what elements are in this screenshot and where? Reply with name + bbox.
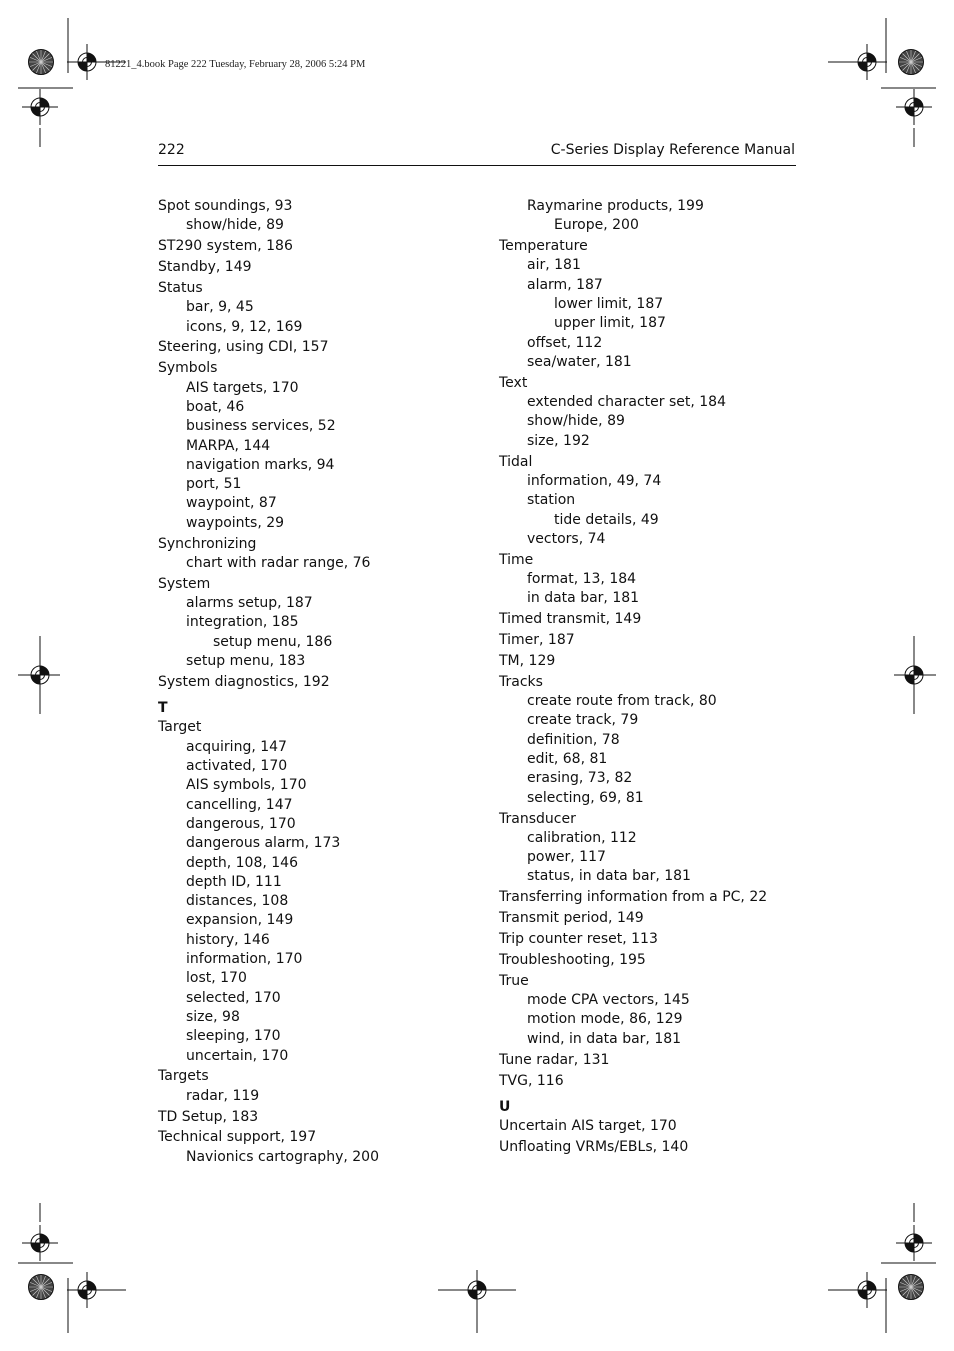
index-subentry: status, in data bar, 181	[527, 868, 691, 885]
index-subentry: sleeping, 170	[186, 1028, 281, 1045]
index-subentry: offset, 112	[527, 334, 603, 351]
page-number: 222	[158, 142, 185, 158]
index-entry: Tidal	[499, 453, 533, 470]
index-subentry: edit, 68, 81	[527, 751, 608, 768]
index-entry: Transmit period, 149	[499, 910, 644, 927]
index-subentry: integration, 185	[186, 614, 299, 631]
index-subentry: air, 181	[527, 257, 581, 274]
index-entry: Troubleshooting, 195	[499, 952, 646, 968]
index-entry: Text	[499, 374, 528, 391]
index-subentry: lower limit, 187	[554, 296, 664, 313]
index-entry: Transducer	[499, 810, 576, 827]
index-entry: Transferring information from a PC, 22	[499, 889, 768, 906]
index-subentry: chart with radar range, 76	[186, 554, 371, 571]
index-subentry: in data bar, 181	[527, 590, 640, 607]
index-entry: Timed transmit, 149	[499, 611, 642, 628]
print-slug: 81221_4.book Page 222 Tuesday, February 28, 2006 5:24 PM	[105, 59, 366, 70]
index-entry: Unfloating VRMs/EBLs, 140	[499, 1139, 689, 1156]
index-entry: Synchronizing	[158, 535, 257, 552]
index-subentry: power, 117	[527, 849, 606, 866]
index-subentry: create track, 79	[527, 712, 639, 729]
index-subentry: information, 49, 74	[527, 472, 662, 489]
index-entry: TM, 129	[499, 652, 556, 669]
index-column-left	[158, 197, 488, 1167]
index-entry: Uncertain AIS target, 170	[499, 1118, 677, 1135]
index-subentry: create route from track, 80	[527, 693, 717, 710]
index-subentry: upper limit, 187	[554, 315, 666, 332]
index-subentry: Raymarine products, 199	[527, 198, 704, 214]
index-section-letter: T	[158, 700, 168, 717]
index-subentry: format, 13, 184	[527, 571, 637, 588]
index-subentry: setup menu, 186	[213, 633, 333, 650]
index-subentry: size, 98	[186, 1008, 240, 1025]
index-subentry: calibration, 112	[527, 829, 637, 846]
index-subentry: extended character set, 184	[527, 394, 726, 411]
index-entry: Targets	[158, 1068, 209, 1085]
index-entry: Technical support, 197	[158, 1129, 317, 1146]
index-subentry: boat, 46	[186, 398, 245, 415]
index-subentry: AIS targets, 170	[186, 379, 299, 396]
index-subentry: wind, in data bar, 181	[527, 1030, 682, 1047]
index-subentry: cancelling, 147	[186, 796, 293, 813]
index-subentry: port, 51	[186, 476, 242, 493]
index-subentry: expansion, 149	[186, 912, 294, 929]
index-subentry: activated, 170	[186, 758, 288, 775]
index-entry: TVG, 116	[499, 1072, 564, 1089]
index-subentry: show/hide, 89	[186, 217, 284, 234]
index-subentry: MARPA, 144	[186, 437, 271, 454]
index-subentry: dangerous alarm, 173	[186, 835, 341, 852]
index-subentry: AIS symbols, 170	[186, 777, 307, 794]
index-subentry: motion mode, 86, 129	[527, 1011, 683, 1028]
index-subentry: tide details, 49	[554, 511, 659, 528]
index-subentry: icons, 9, 12, 169	[186, 318, 303, 335]
index-subentry: Europe, 200	[554, 217, 639, 234]
index-subentry: alarms setup, 187	[186, 595, 313, 612]
index-entry: Tune radar, 131	[499, 1051, 610, 1068]
index-subentry: waypoints, 29	[186, 514, 285, 531]
index-subentry: radar, 119	[186, 1087, 260, 1104]
index-entry: True	[499, 972, 529, 989]
index-subentry: sea/water, 181	[527, 353, 632, 370]
index-subentry: information, 170	[186, 951, 303, 968]
index-subentry: depth ID, 111	[186, 873, 282, 890]
index-subentry: business services, 52	[186, 418, 336, 435]
header-rule	[158, 165, 796, 166]
index-subentry: lost, 170	[186, 970, 247, 987]
index-entry: ST290 system, 186	[158, 238, 293, 255]
index-subentry: size, 192	[527, 432, 590, 449]
index-subentry: mode CPA vectors, 145	[527, 992, 690, 1009]
index-column-right	[499, 197, 829, 1157]
index-subentry: erasing, 73, 82	[527, 770, 633, 787]
index-entry: Temperature	[499, 238, 588, 255]
index-subentry: distances, 108	[186, 893, 289, 910]
index-entry: Timer, 187	[499, 632, 575, 649]
index-entry: Status	[158, 279, 203, 296]
index-entry: Standby, 149	[158, 259, 252, 276]
index-subentry: navigation marks, 94	[186, 456, 335, 473]
index-entry: TD Setup, 183	[158, 1108, 259, 1125]
index-subentry: Navionics cartography, 200	[186, 1148, 379, 1165]
index-entry: System	[158, 575, 211, 592]
running-header-title: C-Series Display Reference Manual	[550, 142, 795, 158]
index-subentry: history, 146	[186, 931, 270, 948]
index-subentry: station	[527, 492, 576, 509]
index-subentry: setup menu, 183	[186, 652, 306, 669]
index-subentry: selecting, 69, 81	[527, 789, 644, 806]
index-subentry: definition, 78	[527, 731, 620, 748]
index-subentry: selected, 170	[186, 989, 281, 1006]
index-subentry: show/hide, 89	[527, 413, 625, 430]
index-subentry: alarm, 187	[527, 276, 603, 293]
index-section-letter: U	[499, 1098, 511, 1115]
index-subentry: bar, 9, 45	[186, 299, 254, 316]
index-entry: Steering, using CDI, 157	[158, 339, 329, 356]
index-entry: Spot soundings, 93	[158, 198, 293, 214]
index-subentry: vectors, 74	[527, 530, 606, 547]
index-entry: Target	[158, 719, 202, 736]
index-entry: Symbols	[158, 360, 218, 377]
index-entry: Trip counter reset, 113	[499, 931, 658, 948]
index-entry: System diagnostics, 192	[158, 673, 330, 690]
index-entry: Tracks	[499, 673, 543, 690]
index-subentry: waypoint, 87	[186, 495, 277, 512]
index-subentry: dangerous, 170	[186, 815, 296, 832]
index-subentry: uncertain, 170	[186, 1047, 289, 1064]
index-subentry: acquiring, 147	[186, 738, 287, 755]
index-entry: Time	[499, 551, 534, 568]
index-subentry: depth, 108, 146	[186, 854, 298, 871]
